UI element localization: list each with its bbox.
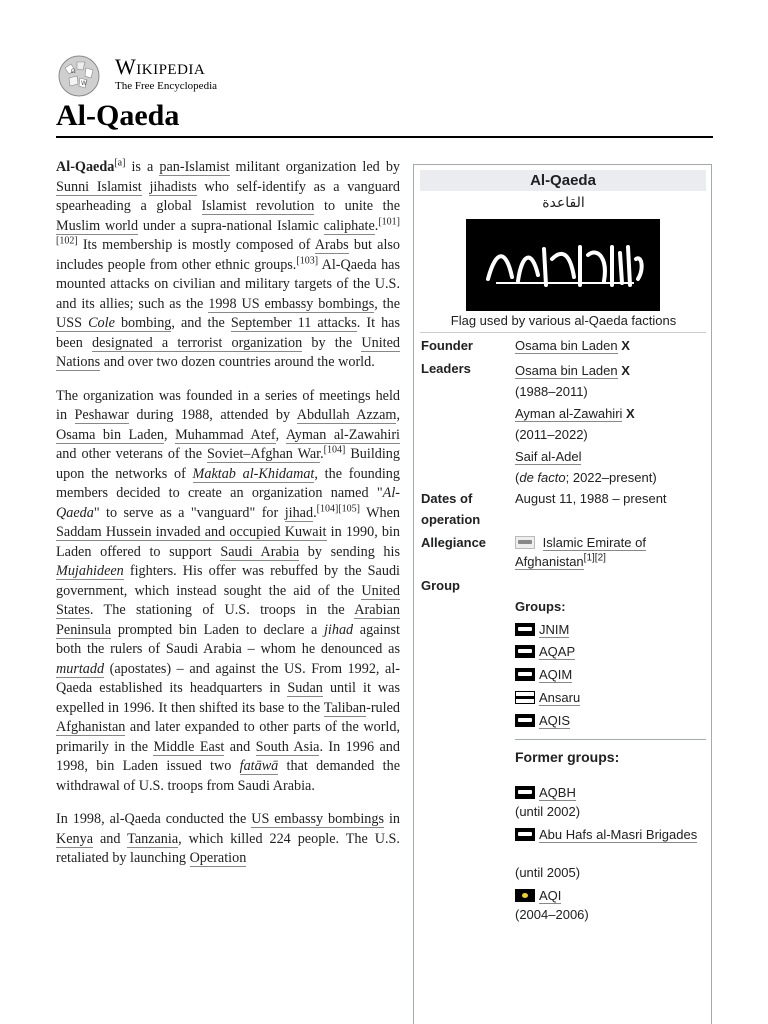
black-standard-flag-image[interactable] bbox=[466, 219, 660, 311]
group-item bbox=[515, 711, 570, 731]
paragraph-lead bbox=[56, 158, 400, 373]
aqap-flag-icon bbox=[515, 645, 535, 658]
infobox-native-name: القاعدة bbox=[542, 195, 585, 211]
article-link[interactable]: Maktab al-Khidamat bbox=[192, 465, 315, 482]
group-label: Group bbox=[421, 578, 460, 593]
group-link[interactable]: JNIM bbox=[539, 622, 570, 637]
article-link[interactable]: jihadists bbox=[149, 178, 197, 195]
citation-ref[interactable]: [104] bbox=[323, 444, 346, 456]
leader-years-close: ; 2022–present) bbox=[565, 470, 657, 485]
article-text: , bbox=[275, 426, 286, 443]
leader-link[interactable]: Saif al-Adel bbox=[515, 449, 582, 464]
page-title: Al-Qaeda bbox=[56, 99, 180, 132]
article-text: (apostates) – and against the US. From 1992, al-Qaeda established its headquarters in bbox=[56, 660, 400, 696]
article-link[interactable]: fatāwā bbox=[239, 758, 279, 774]
former-group-note: (2004–2006) bbox=[515, 907, 589, 922]
article-text: in bbox=[384, 811, 400, 827]
leader-item bbox=[515, 446, 705, 488]
article-text: Its membership is mostly composed of bbox=[77, 237, 315, 253]
article-text: and later expanded to other parts of the world, primarily in the bbox=[56, 719, 400, 755]
wordmark-tagline: The Free Encyclopedia bbox=[115, 80, 218, 92]
article-text: . bbox=[313, 504, 317, 521]
leader-years-open: ( bbox=[515, 470, 520, 485]
article-link[interactable]: Osama bin Laden bbox=[56, 426, 164, 443]
group-link[interactable]: AQAP bbox=[539, 644, 576, 659]
paragraph-history bbox=[56, 387, 400, 797]
leader-item bbox=[515, 360, 705, 402]
article-text: . bbox=[320, 446, 324, 462]
founder-value bbox=[515, 335, 705, 356]
article-link[interactable]: US embassy bombings bbox=[251, 811, 385, 827]
article-text: . In 1996 and 1998, bin Laden issued two bbox=[56, 738, 400, 774]
former-group-link[interactable]: AQBH bbox=[539, 785, 576, 800]
article-text: against both the rulers of Saudi Arabia – whom he denounced as bbox=[56, 621, 400, 657]
citation-ref[interactable]: [104][105] bbox=[316, 502, 360, 514]
article-text: and bbox=[224, 738, 256, 755]
article-text: Al-Qaeda bbox=[56, 485, 400, 521]
article-text: by the bbox=[302, 334, 362, 351]
infobox bbox=[413, 164, 712, 1024]
group-link[interactable]: AQIS bbox=[539, 713, 571, 728]
article-text: Al-Qaeda bbox=[56, 159, 115, 175]
article-text: Building upon the networks of bbox=[56, 446, 400, 482]
aqis-flag-icon bbox=[515, 714, 535, 727]
article-link[interactable]: caliphate bbox=[323, 217, 375, 234]
citation-ref[interactable]: [101][102] bbox=[56, 215, 401, 247]
groups-heading: Groups: bbox=[515, 599, 566, 614]
article-link[interactable]: USS bbox=[56, 315, 89, 331]
leader-item bbox=[515, 403, 705, 445]
article-text: but also includes people from other ethnic groups. bbox=[56, 237, 400, 273]
aqi-flag-icon bbox=[515, 889, 535, 902]
article-text: that demanded the withdrawal of U.S. troops from Saudi Arabia. bbox=[56, 758, 400, 794]
article-text: , the bbox=[374, 295, 400, 312]
article-link[interactable]: South Asia bbox=[255, 738, 320, 755]
article-text: " to serve as a "vanguard" for bbox=[93, 504, 285, 521]
article-link[interactable]: designated a terrorist organization bbox=[92, 334, 303, 351]
article-text: until it was expelled in 1996. It then shifted its base to the bbox=[56, 680, 400, 716]
allegiance-refs[interactable]: [1][2] bbox=[583, 552, 606, 564]
group-link[interactable]: AQIM bbox=[539, 667, 573, 682]
article-text: to unite the bbox=[314, 198, 400, 214]
leader-years bbox=[515, 467, 705, 488]
leader-years: (1988–2011) bbox=[515, 384, 588, 399]
ansaru-flag-icon bbox=[515, 691, 535, 704]
article-text: militant organization led by bbox=[229, 159, 401, 175]
article-text: in 1990, bin Laden offered to support bbox=[56, 524, 401, 560]
infobox-divider bbox=[420, 332, 706, 333]
article-link[interactable]: Arabs bbox=[314, 237, 349, 253]
article-link[interactable]: Mujahideen bbox=[56, 563, 124, 579]
article-text: and over two dozen countries around the world. bbox=[100, 354, 375, 370]
wikipedia-globe-icon[interactable] bbox=[55, 54, 105, 98]
allegiance-link[interactable]: Islamic Emirate of Afghanistan bbox=[515, 535, 646, 569]
site-header bbox=[55, 52, 355, 98]
leaders-value bbox=[515, 360, 705, 488]
article-text: and bbox=[93, 830, 128, 847]
group-item bbox=[515, 665, 572, 685]
leader-link[interactable]: Osama bin Laden bbox=[515, 363, 618, 378]
flag-caption: Flag used by various al-Qaeda factions bbox=[450, 313, 677, 328]
leaders-label: Leaders bbox=[421, 361, 471, 376]
article-link[interactable]: Ayman al-Zawahiri bbox=[285, 426, 400, 443]
article-body bbox=[56, 158, 400, 883]
former-group-note: (until 2002) bbox=[515, 804, 581, 819]
article-link[interactable]: Tanzania bbox=[127, 830, 179, 847]
former-groups-heading: Former groups: bbox=[515, 749, 620, 765]
article-text: , the founding members decided to create an organization named " bbox=[56, 465, 400, 501]
article-text: , which killed 224 people. The U.S. retaliated by launching bbox=[56, 830, 400, 866]
article-link[interactable]: Arabian Peninsula bbox=[56, 602, 400, 638]
article-text: The organization was founded in a series of meetings held in bbox=[56, 387, 400, 423]
article-link[interactable]: United Nations bbox=[56, 334, 400, 370]
article-link[interactable]: murtadd bbox=[56, 660, 105, 677]
article-text: fighters. His offer was rebuffed by the Saudi government, which instead sought the aid of the bbox=[56, 563, 400, 599]
leader-years-defacto: de facto bbox=[519, 470, 566, 485]
article-text: -ruled bbox=[366, 699, 400, 716]
abu-hafs-flag-icon bbox=[515, 828, 535, 841]
allegiance-label: Allegiance bbox=[421, 535, 487, 550]
leader-years: (2011–2022) bbox=[515, 427, 588, 442]
former-group-note: (until 2005) bbox=[515, 865, 581, 880]
article-link[interactable]: Peshawar bbox=[74, 407, 129, 423]
article-link[interactable]: Afghanistan bbox=[56, 719, 126, 735]
article-link[interactable]: Sudan bbox=[287, 680, 323, 696]
wikipedia-wordmark[interactable] bbox=[115, 54, 217, 92]
article-text: during 1988, attended by bbox=[128, 407, 297, 423]
article-text: . bbox=[374, 217, 379, 234]
article-link[interactable]: Soviet–Afghan War bbox=[207, 446, 321, 462]
article-link[interactable]: jihad bbox=[284, 504, 314, 521]
article-link[interactable]: September 11 attacks bbox=[230, 315, 357, 331]
group-item bbox=[515, 620, 569, 640]
article-link[interactable]: Kenya bbox=[56, 830, 94, 847]
article-text: under a supra-national Islamic bbox=[138, 217, 324, 234]
groups-divider bbox=[515, 739, 706, 740]
group-item bbox=[515, 642, 575, 662]
deceased-mark: X bbox=[626, 406, 635, 421]
former-group-item bbox=[515, 783, 576, 803]
article-text: Al-Qaeda has mounted attacks on civilian and military targets of the U.S. and its allies; such as the bbox=[56, 256, 400, 312]
former-group-item bbox=[515, 886, 561, 906]
article-link[interactable]: Cole bbox=[88, 315, 115, 331]
deceased-mark: X bbox=[621, 338, 630, 353]
group-item bbox=[515, 688, 580, 708]
allegiance-value bbox=[515, 533, 705, 571]
article-link[interactable]: Saudi Arabia bbox=[220, 543, 300, 560]
article-link[interactable]: pan-Islamist bbox=[159, 159, 230, 175]
title-divider bbox=[56, 136, 713, 138]
islamic-emirate-flag-icon bbox=[515, 536, 535, 549]
article-text: . It has been bbox=[56, 315, 400, 351]
article-link[interactable]: Sunni Islamist bbox=[56, 178, 142, 195]
article-text: , bbox=[396, 407, 400, 423]
infobox-title: Al-Qaeda bbox=[420, 170, 706, 191]
article-link[interactable]: Saddam Hussein invaded and occupied Kuwait bbox=[56, 524, 327, 540]
article-link[interactable]: Operation bbox=[189, 850, 247, 866]
aqim-flag-icon bbox=[515, 668, 535, 681]
deceased-mark: X bbox=[621, 363, 630, 378]
article-link[interactable]: Islamist revolution bbox=[201, 198, 315, 214]
article-link[interactable]: 1998 US embassy bombings bbox=[208, 295, 375, 312]
article-text: by sending his bbox=[299, 543, 400, 560]
article-text: who self-identify as a vanguard spearheading a global bbox=[56, 178, 400, 214]
svg-text:Ω: Ω bbox=[71, 68, 76, 75]
dates-label: Dates of operation bbox=[421, 491, 481, 527]
aqbh-flag-icon bbox=[515, 786, 535, 799]
article-link[interactable]: Abdullah Azzam bbox=[296, 407, 397, 423]
article-link[interactable]: Muslim world bbox=[56, 217, 139, 234]
founder-link[interactable]: Osama bin Laden bbox=[515, 338, 618, 353]
article-text: prompted bin Laden to declare a bbox=[111, 621, 324, 638]
article-text: , and the bbox=[171, 315, 231, 331]
article-text: , bbox=[164, 426, 176, 443]
jnim-flag-icon bbox=[515, 623, 535, 636]
article-text: jihad bbox=[323, 621, 354, 638]
article-link[interactable]: Taliban bbox=[323, 699, 367, 716]
article-link[interactable]: United States bbox=[56, 582, 400, 618]
leader-link[interactable]: Ayman al-Zawahiri bbox=[515, 406, 623, 421]
founder-label: Founder bbox=[421, 338, 473, 353]
article-link[interactable]: Muhammad Atef bbox=[175, 426, 276, 443]
article-text: is a bbox=[125, 159, 160, 175]
article-text: When bbox=[359, 504, 400, 521]
article-text: In 1998, al-Qaeda conducted the bbox=[56, 811, 252, 827]
former-group-link[interactable]: Abu Hafs al-Masri Brigades bbox=[539, 827, 698, 842]
citation-ref[interactable]: [103] bbox=[296, 254, 319, 266]
wordmark-title: Wikipedia bbox=[115, 54, 206, 79]
citation-ref[interactable]: [a] bbox=[114, 157, 126, 169]
paragraph-1998 bbox=[56, 810, 400, 869]
article-link[interactable]: bombing bbox=[114, 315, 172, 331]
dates-value: August 11, 1988 – present bbox=[515, 491, 667, 506]
svg-text:W: W bbox=[81, 80, 87, 87]
group-link[interactable]: Ansaru bbox=[539, 690, 581, 705]
former-group-link[interactable]: AQI bbox=[539, 888, 562, 903]
article-link[interactable]: Middle East bbox=[153, 738, 225, 755]
article-text: . The stationing of U.S. troops in the bbox=[89, 602, 355, 618]
article-text: and other veterans of the bbox=[56, 446, 207, 462]
former-group-item bbox=[515, 825, 705, 845]
